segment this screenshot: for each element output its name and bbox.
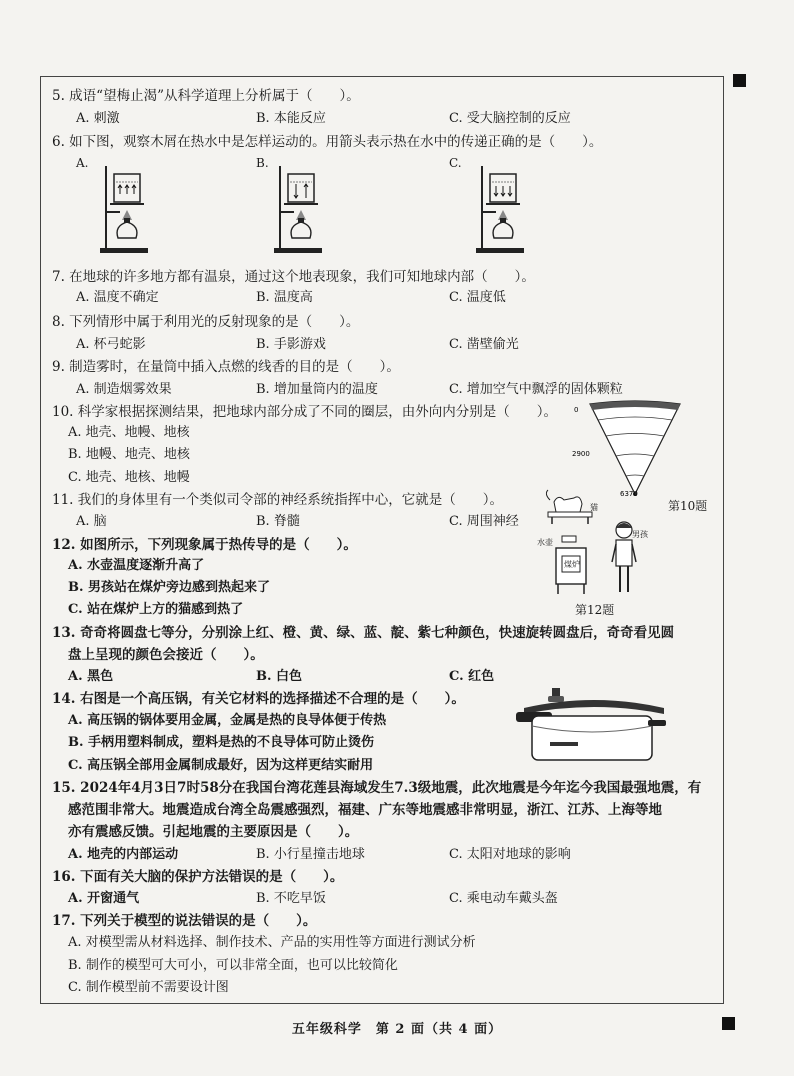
pressure-cooker-figure bbox=[514, 686, 674, 772]
q7-option-b[interactable]: B. 温度高 bbox=[256, 290, 313, 305]
q17-option-b[interactable]: B. 制作的模型可大可小，可以非常全面，也可以比较简化 bbox=[68, 958, 398, 973]
question-12: 12. 如图所示，下列现象属于热传导的是（ ）。 bbox=[52, 537, 357, 553]
q12-option-c[interactable]: C. 站在煤炉上方的猫感到热了 bbox=[68, 602, 244, 617]
q6-figure-c bbox=[476, 160, 546, 255]
svg-text:0: 0 bbox=[574, 406, 579, 414]
q12-cat-label: 猫 bbox=[590, 503, 598, 512]
q10-option-c[interactable]: C. 地壳、地核、地幔 bbox=[68, 470, 190, 485]
q6-figure-b bbox=[274, 160, 344, 255]
q16-option-b[interactable]: B. 不吃早饭 bbox=[256, 891, 326, 906]
q16-option-a[interactable]: A. 开窗通气 bbox=[68, 891, 140, 906]
q9-option-c[interactable]: C. 增加空气中飘浮的固体颗粒 bbox=[449, 382, 623, 397]
question-13-line-2: 盘上呈现的颜色会接近（ ）。 bbox=[68, 647, 264, 663]
q6-option-b[interactable]: B. bbox=[256, 156, 269, 170]
earth-layers-diagram bbox=[572, 398, 690, 498]
q12-figure-caption: 第12题 bbox=[575, 603, 615, 617]
q9-option-b[interactable]: B. 增加量筒内的温度 bbox=[256, 382, 378, 397]
question-15-line-3: 亦有震感反馈。引起地震的主要原因是（ ）。 bbox=[68, 824, 359, 840]
svg-text:2900: 2900 bbox=[572, 450, 590, 458]
q8-option-c[interactable]: C. 凿壁偷光 bbox=[449, 337, 519, 352]
q10-option-a[interactable]: A. 地壳、地幔、地核 bbox=[68, 425, 190, 440]
q14-option-b[interactable]: B. 手柄用塑料制成，塑料是热的不良导体可防止烫伤 bbox=[68, 735, 375, 750]
question-13-line-1: 13. 奇奇将圆盘七等分，分别涂上红、橙、黄、绿、蓝、靛、紫七种颜色，快速旋转圆盘后，奇奇看见圆 bbox=[52, 625, 675, 641]
q13-option-c[interactable]: C. 红色 bbox=[449, 669, 495, 684]
q11-option-c[interactable]: C. 周围神经 bbox=[449, 514, 519, 529]
q13-option-b[interactable]: B. 白色 bbox=[256, 669, 303, 684]
question-17: 17. 下列关于模型的说法错误的是（ ）。 bbox=[52, 913, 317, 929]
q13-option-a[interactable]: A. 黑色 bbox=[68, 669, 114, 684]
q11-option-a[interactable]: A. 脑 bbox=[76, 514, 107, 529]
q10-figure-caption: 第10题 bbox=[668, 499, 708, 513]
q17-option-a[interactable]: A. 对模型需从材料选择、制作技术、产品的实用性等方面进行测试分析 bbox=[68, 935, 476, 950]
question-10: 10. 科学家根据探测结果，把地球内部分成了不同的圈层，由外向内分别是（ ）。 bbox=[52, 404, 558, 420]
question-15-line-2: 感范围非常大。地震造成台湾全岛震感强烈，福建、广东等地震感非常明显，浙江、江苏、上海等地 bbox=[68, 802, 662, 818]
q14-option-a[interactable]: A. 高压锅的锅体要用金属，金属是热的良导体便于传热 bbox=[68, 713, 387, 728]
q7-option-a[interactable]: A. 温度不确定 bbox=[76, 290, 159, 305]
q12-kettle-label: 水壶 bbox=[537, 538, 553, 547]
question-6: 6. 如下图，观察木屑在热水中是怎样运动的。用箭头表示热在水中的传递正确的是（ ）。 bbox=[52, 134, 603, 150]
q6-option-c[interactable]: C. bbox=[449, 156, 462, 170]
q16-option-c[interactable]: C. 乘电动车戴头盔 bbox=[449, 891, 558, 906]
q15-option-b[interactable]: B. 小行星撞击地球 bbox=[256, 847, 365, 862]
q10-option-b[interactable]: B. 地幔、地壳、地核 bbox=[68, 447, 190, 462]
q11-option-b[interactable]: B. 脊髓 bbox=[256, 514, 300, 529]
q6-figure-a bbox=[100, 160, 170, 255]
q6-option-a[interactable]: A. bbox=[76, 156, 89, 170]
page-footer: 五年级科学 第 2 面（共 4 面） bbox=[291, 1022, 503, 1037]
q7-option-c[interactable]: C. 温度低 bbox=[449, 290, 506, 305]
q9-option-a[interactable]: A. 制造烟雾效果 bbox=[76, 382, 172, 397]
q12-stove-label: 煤炉 bbox=[564, 560, 580, 569]
q12-option-a[interactable]: A. 水壶温度逐渐升高了 bbox=[68, 558, 205, 573]
q5-option-a[interactable]: A. 刺激 bbox=[76, 111, 120, 126]
question-14: 14. 右图是一个高压锅，有关它材料的选择描述不合理的是（ ）。 bbox=[52, 691, 465, 707]
q12-boy-label: 男孩 bbox=[632, 530, 648, 539]
q15-option-c[interactable]: C. 太阳对地球的影响 bbox=[449, 847, 571, 862]
q12-option-b[interactable]: B. 男孩站在煤炉旁边感到热起来了 bbox=[68, 580, 271, 595]
registration-mark-top bbox=[733, 74, 746, 87]
question-9: 9. 制造雾时，在量筒中插入点燃的线香的目的是（ ）。 bbox=[52, 359, 400, 375]
q8-option-b[interactable]: B. 手影游戏 bbox=[256, 337, 326, 352]
q15-option-a[interactable]: A. 地壳的内部运动 bbox=[68, 847, 179, 862]
question-8: 8. 下列情形中属于利用光的反射现象的是（ ）。 bbox=[52, 314, 360, 330]
question-7: 7. 在地球的许多地方都有温泉，通过这个地表现象，我们可知地球内部（ ）。 bbox=[52, 269, 535, 285]
question-5: 5. 成语“望梅止渴”从科学道理上分析属于（ ）。 bbox=[52, 88, 360, 104]
q5-option-b[interactable]: B. 本能反应 bbox=[256, 111, 326, 126]
svg-text:6370: 6370 bbox=[620, 490, 638, 498]
heat-conduction-scene bbox=[540, 490, 660, 600]
q5-option-c[interactable]: C. 受大脑控制的反应 bbox=[449, 111, 571, 126]
q17-option-c[interactable]: C. 制作模型前不需要设计图 bbox=[68, 980, 229, 995]
question-15-line-1: 15. 2024年4月3日7时58分在我国台湾花莲县海域发生7.3级地震，此次地震是今年迄今我国最强地震，有 bbox=[52, 780, 702, 796]
question-16: 16. 下面有关大脑的保护方法错误的是（ ）。 bbox=[52, 869, 344, 885]
question-11: 11. 我们的身体里有一个类似司令部的神经系统指挥中心，它就是（ ）。 bbox=[52, 492, 504, 508]
q8-option-a[interactable]: A. 杯弓蛇影 bbox=[76, 337, 146, 352]
q14-option-c[interactable]: C. 高压锅全部用金属制成最好，因为这样更结实耐用 bbox=[68, 758, 374, 773]
